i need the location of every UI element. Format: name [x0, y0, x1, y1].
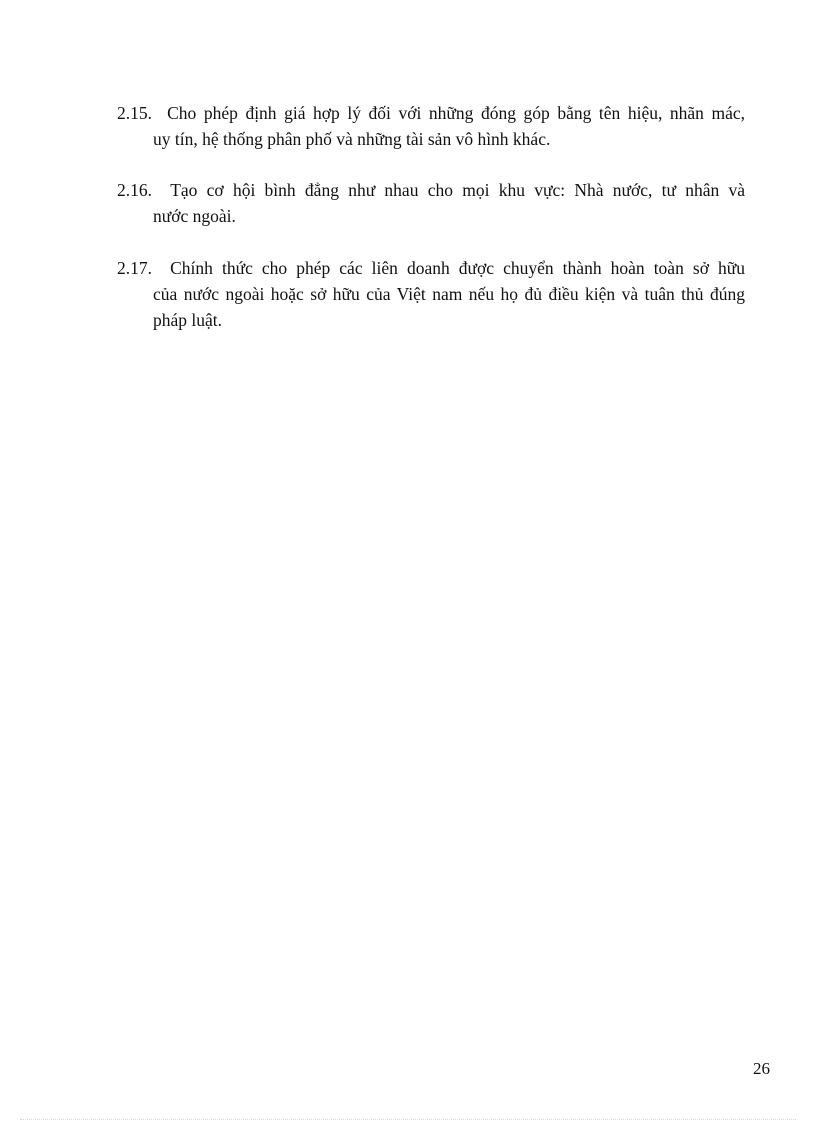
list-item-number: 2.15.: [117, 103, 152, 123]
list-item-2-15: [117, 100, 745, 152]
list-item-2-17: [117, 255, 745, 333]
page-number: 26: [753, 1059, 770, 1078]
list-item-continuation: của nước ngoài hoặc sở hữu của Việt nam nếu họ đủ điều kiện và tuân thủ đúng pháp luật.: [153, 284, 745, 330]
list-item-number: 2.16.: [117, 180, 152, 200]
list-item-first-line: [117, 255, 745, 281]
list-item-number: 2.17.: [117, 258, 152, 278]
list-item-text-start: Cho phép định giá hợp lý đối với những đóng góp bằng tên hiệu, nhãn mác,: [167, 103, 745, 123]
list-item-continuation: nước ngoài.: [153, 206, 236, 226]
list-item-continuation: uy tín, hệ thống phân phố và những tài sản vô hình khác.: [153, 129, 551, 149]
page-bottom-divider: [20, 1119, 796, 1120]
list-item-text-start: Tạo cơ hội bình đẳng như nhau cho mọi khu vực: Nhà nước, tư nhân và: [170, 180, 746, 200]
list-item-first-line: [117, 177, 745, 203]
list-item-text-start: Chính thức cho phép các liên doanh được chuyển thành hoàn toàn sở hữu: [170, 258, 745, 278]
list-item-first-line: [117, 100, 745, 126]
list-item-2-16: [117, 177, 745, 229]
